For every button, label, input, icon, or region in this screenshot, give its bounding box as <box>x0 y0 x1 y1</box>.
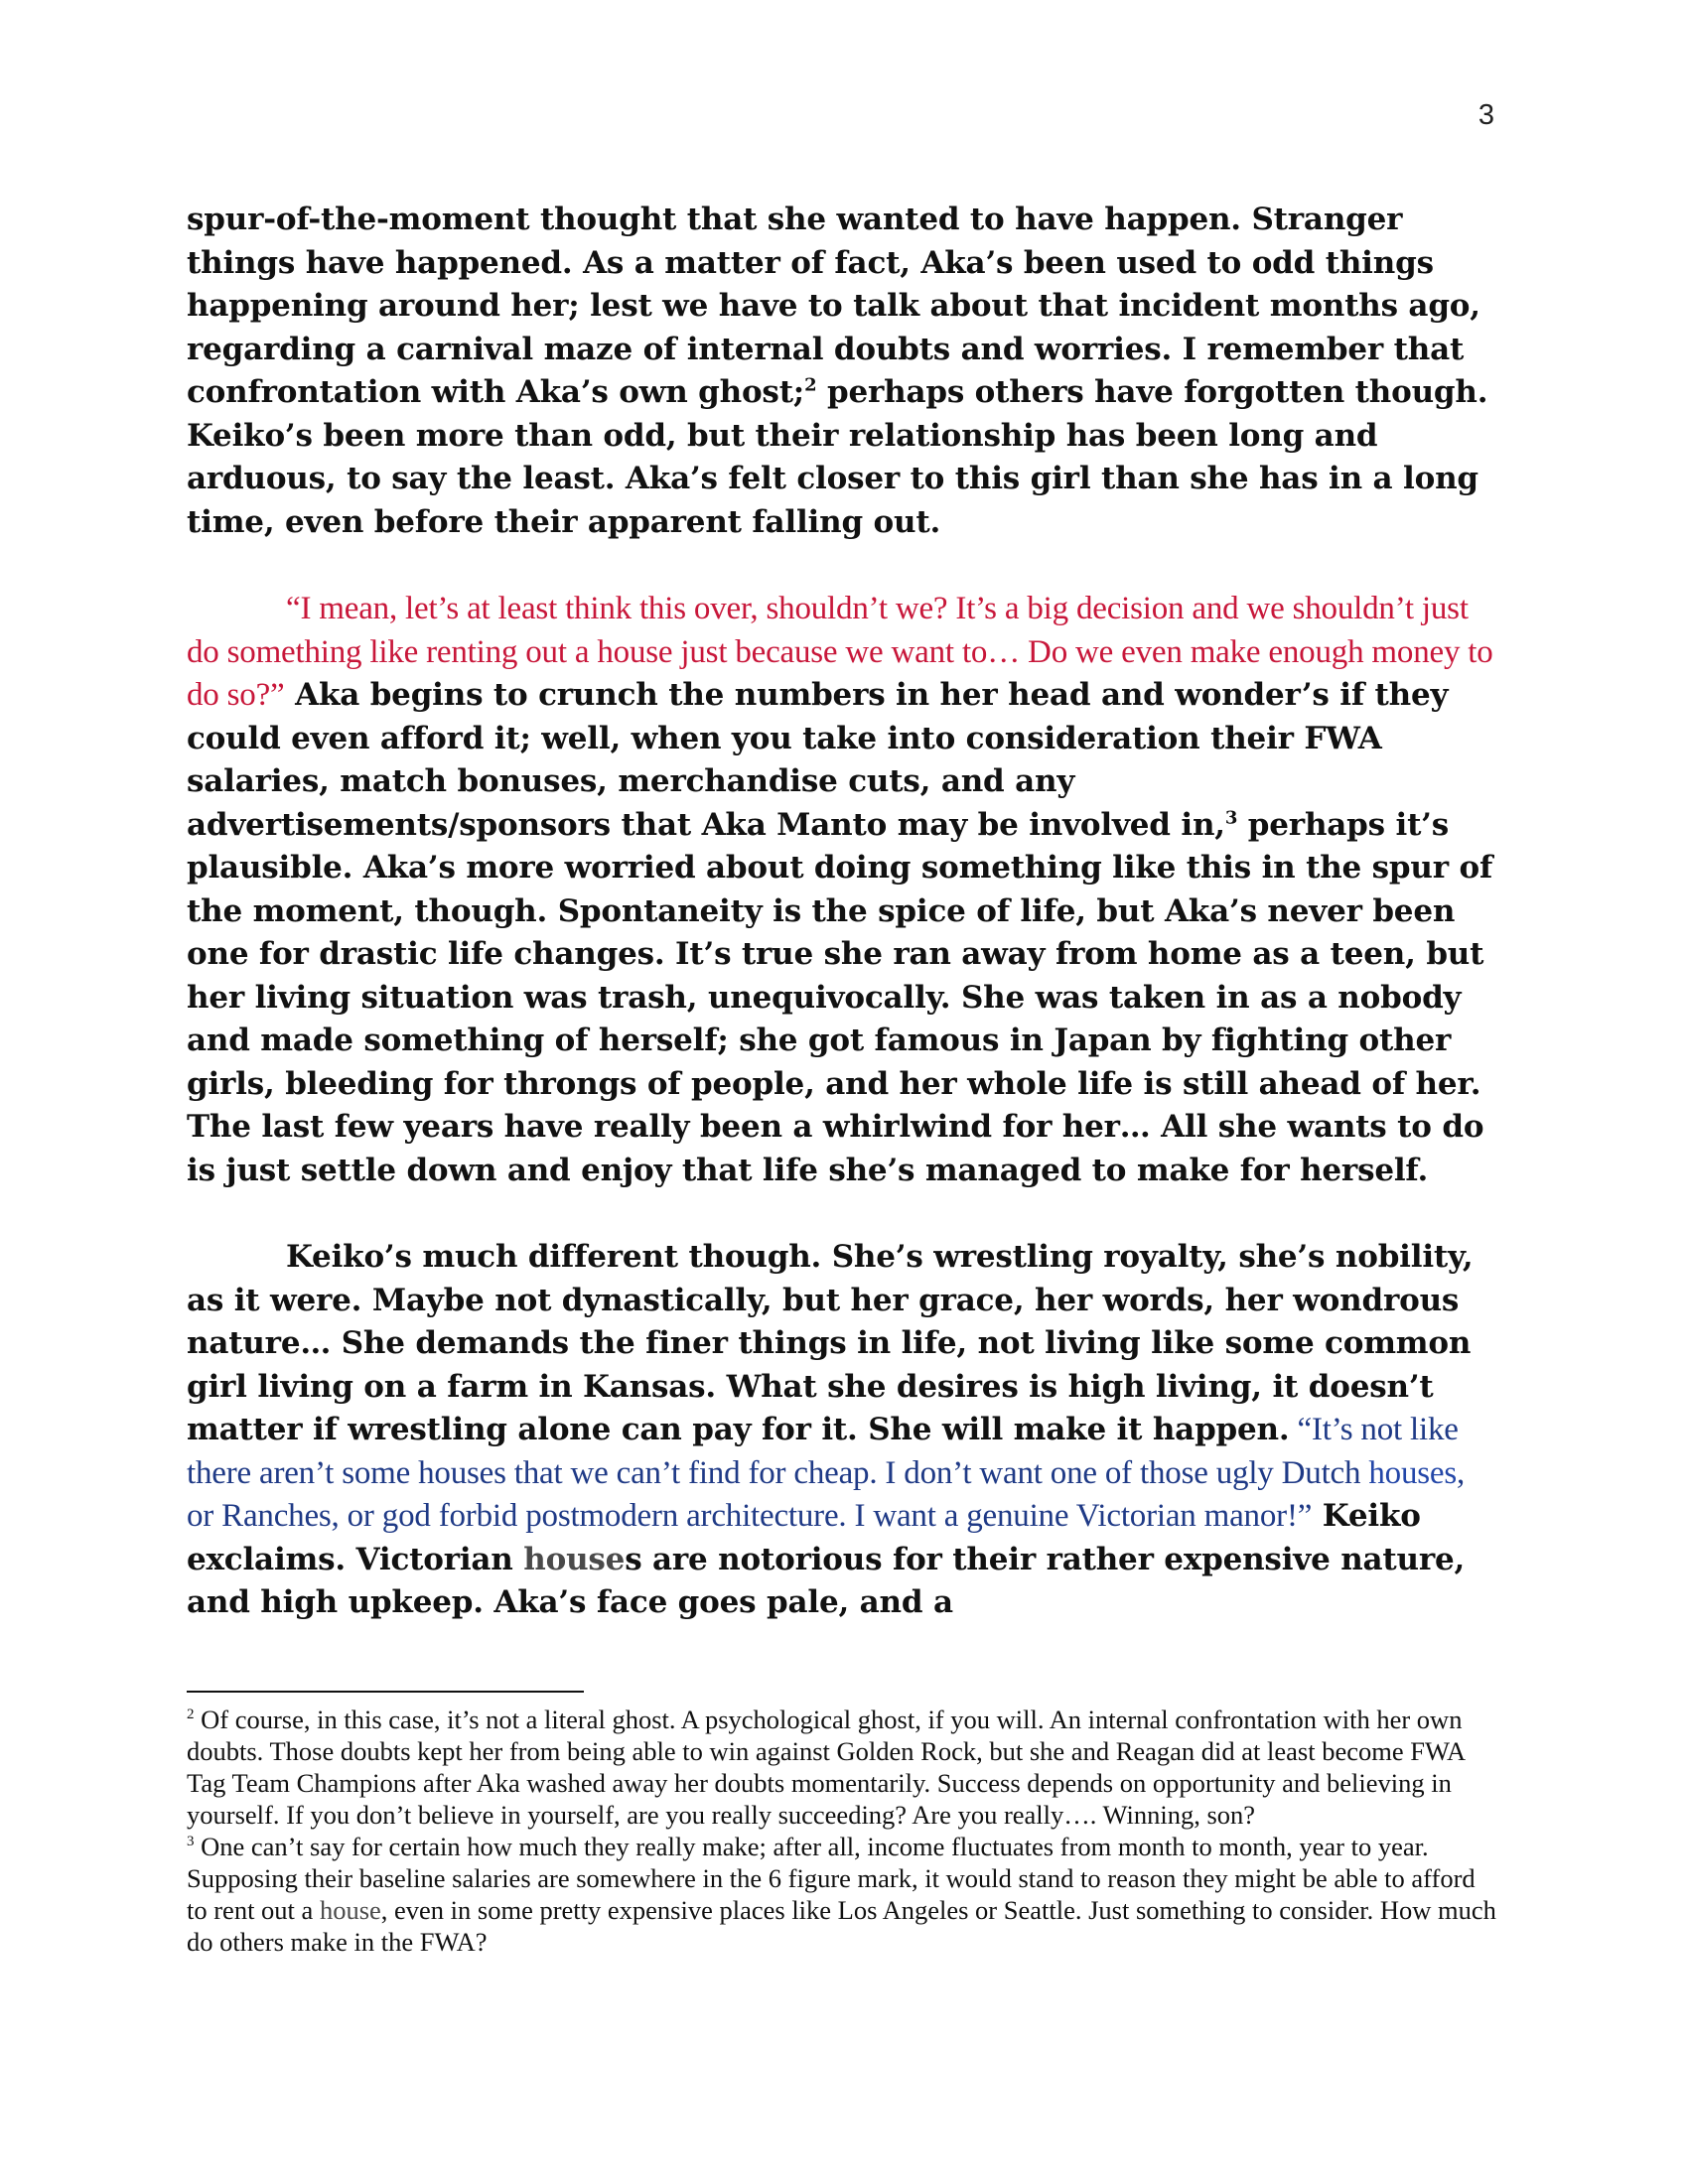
paragraph-3-text: Keiko’s much different though. She’s wrestling royalty, she’s nobility, as it were. Maybe not dynastically, but her grace, her words, her wondrous nature… She demands the finer things in life, not living like some common girl living on a farm in Kansas. What she desires is high living, it doesn’t matter if wrestling alone can pay for it. She will make it happen. <box>187 1239 1474 1447</box>
paragraph-3-text-b: Keiko exclaims. Victorian <box>187 1498 1421 1577</box>
paragraph-3-text-end: s are notorious for their rather expensive nature, and high upkeep. Aka’s face goes pale, and a <box>187 1541 1466 1620</box>
page-number: 3 <box>1477 99 1494 131</box>
aka-dialogue: “I mean, let’s at least think this over, shouldn’t we? It’s a big decision and we shouldn’t just do something like renting out a house just because we want to… Do we even make enough money to do so?” <box>187 591 1493 713</box>
paragraph-2 <box>187 588 1497 1192</box>
footnote-marker-3: 3 <box>187 1834 195 1850</box>
footnotes <box>187 1704 1497 1958</box>
footnote-3-text: One can’t say for certain how much they really make; after all, income fluctuates from month to month, year to year. Supposing their baseline salaries are somewhere in the 6 figure mark, it would stand to reason they might be able to afford to rent out a <box>187 1832 1476 1925</box>
paragraph-3-linked-word[interactable]: house <box>523 1541 626 1577</box>
paragraph-2-text-end: perhaps it’s plausible. Aka’s more worried about doing something like this in the spur of the moment, though. Spontaneity is the spice of life, but Aka’s never been one for drastic life changes. It’s true she ran away from home as a teen, but her living situation was trash, unequivocally. She was taken in as a nobody and made something of herself; she got famous in Japan by fighting other girls, bleeding for throngs of people, and her whole life is still ahead of her. The last few years have really been a whirlwind for her… All she wants to do is just settle down and enjoy that life she’s managed to make for herself. <box>187 806 1493 1188</box>
footnote-marker-2: 2 <box>187 1706 195 1723</box>
footnote-2-text: Of course, in this case, it’s not a literal ghost. A psychological ghost, if you will. An internal confrontation with her own doubts. Those doubts kept her from being able to win against Golden Rock, but she and Reagan did at least become FWA Tag Team Champions after Aka washed away her doubts momentarily. Success depends on opportunity and believing in yourself. If you don’t believe in yourself, are you really succeeding? Are you really…. Winning, son? <box>187 1705 1465 1830</box>
footnote-3 <box>187 1831 1497 1958</box>
footnote-3-text-end: , even in some pretty expensive places like Los Angeles or Seattle. Just something to consider. How much do others make in the FWA? <box>187 1895 1496 1957</box>
keiko-dialogue-a: “It’s not like there aren’t some houses that we can’t find for cheap. I don’t want one of those ugly Dutch <box>187 1412 1459 1491</box>
footnote-separator <box>187 1691 584 1693</box>
paragraph-2-text: Aka begins to crunch the numbers in her head and wonder’s if they could even afford it; well, when you take into consideration their FWA salaries, match bonuses, merchandise cuts, and any advertisements/sponsors that Aka Manto may be involved in, <box>187 677 1449 843</box>
paragraph-3 <box>187 1236 1497 1625</box>
paragraph-1-text-end: perhaps others have forgotten though. Keiko’s been more than odd, but their relationship has been long and arduous, to say the least. Aka’s felt closer to this girl than she has in a long time, even before their apparent falling out. <box>187 374 1488 540</box>
keiko-dialogue-b: , or Ranches, or god forbid postmodern architecture. I want a genuine Victorian manor!” <box>187 1454 1466 1534</box>
body-text <box>187 199 1497 1669</box>
footnote-ref-2[interactable]: 2 <box>804 374 817 396</box>
footnote-3-linked-word[interactable]: house <box>319 1895 381 1925</box>
paragraph-1 <box>187 199 1497 544</box>
paragraph-1-text: spur-of-the-moment thought that she wanted to have happen. Stranger things have happened. As a matter of fact, Aka’s been used to odd things happening around her; lest we have to talk about that incident months ago, regarding a carnival maze of internal doubts and worries. I remember that confrontation with Aka’s own ghost; <box>187 202 1480 410</box>
footnote-2 <box>187 1704 1497 1831</box>
footnote-ref-3[interactable]: 3 <box>1224 807 1238 829</box>
keiko-dialogue-linked-word[interactable]: houses <box>1368 1454 1457 1491</box>
